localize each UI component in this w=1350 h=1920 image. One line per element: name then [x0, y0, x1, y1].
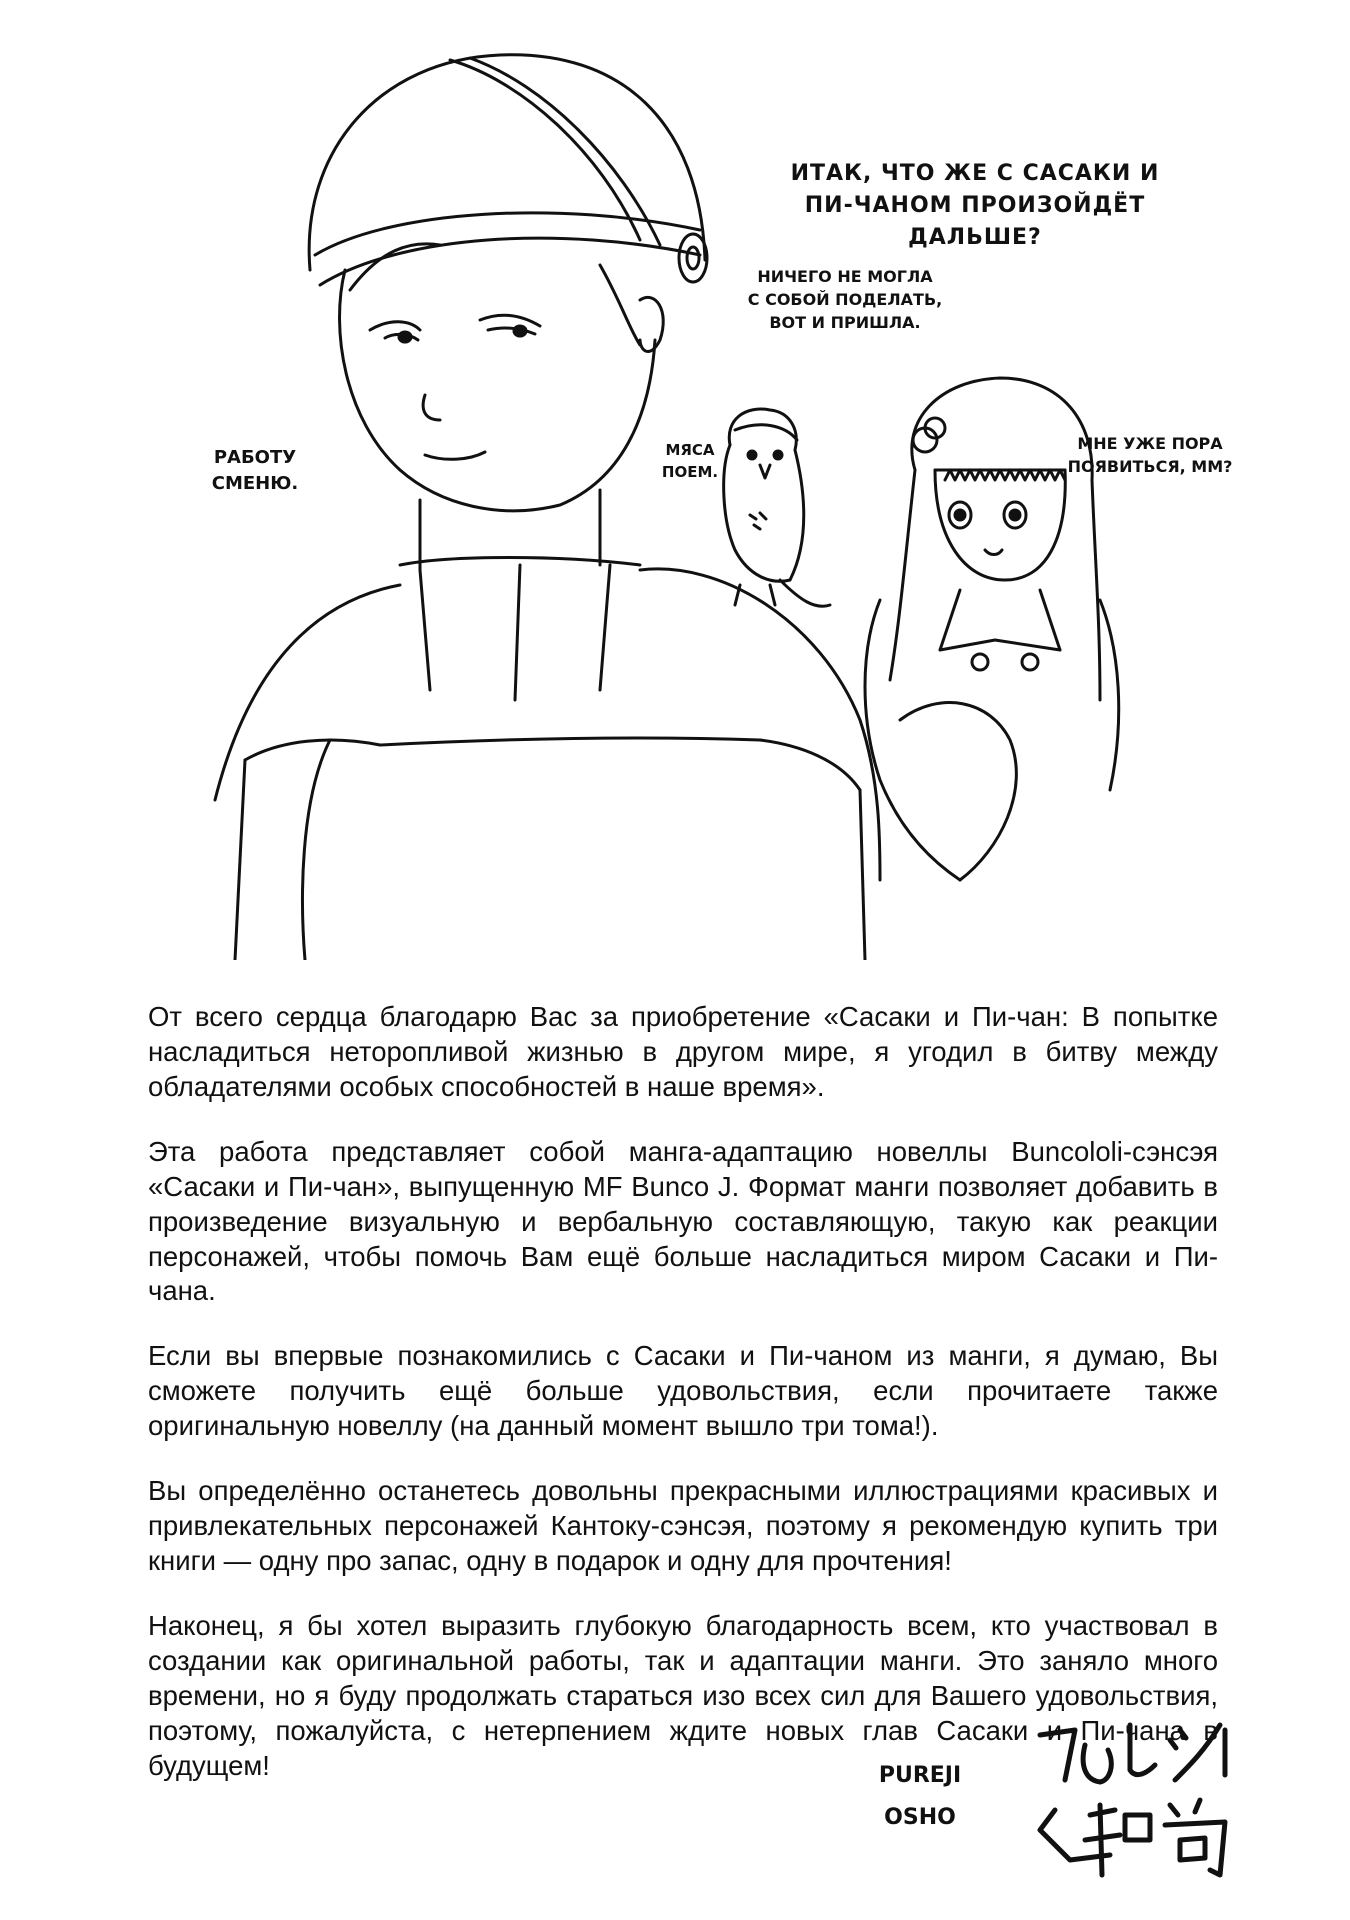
speech-eat-meat: МЯСА ПОЕМ. [661, 441, 719, 481]
paragraph: Если вы впервые познакомились с Сасаки и Пи-чаном из манги, я думаю, Вы сможете получить ещё больше удовольствия, если прочитаете также оригинальную новеллу (на данный момент вышло три тома!). [148, 1340, 1218, 1442]
author-name-line2: OSHO [884, 1804, 956, 1830]
paragraph: Эта работа представляет собой манга-адаптацию новеллы Buncololi-сэнсэя «Сасаки и Пи-чан», выпущенную MF Bunco J. Формат манги позволяет добавить в произведение визуальную и вербальную составляющую, такую как реакции персонажей, чтобы помочь Вам ещё больше насладиться миром Сасаки и Пи-чана. [148, 1135, 1218, 1307]
paragraph: От всего сердца благодарю Вас за приобретение «Сасаки и Пи-чан: В попытке насладиться неторопливой жизнью в другом мире, я угодил в битву между обладателями особых способностей в наше время». [148, 1001, 1218, 1102]
afterword-text [148, 1000, 1218, 1814]
speech-my-time: МНЕ УЖЕ ПОРА ПОЯВИТЬСЯ, ММ? [1067, 434, 1233, 477]
speech-couldnt-help: НИЧЕГО НЕ МОГЛА С СОБОЙ ПОДЕЛАТЬ, ВОТ И ПРИШЛА. [747, 267, 943, 333]
author-name-line1: PUREJI [878, 1763, 962, 1788]
handwritten-signature [1030, 1710, 1240, 1890]
paragraph: Вы определённо останетесь довольны прекрасными иллюстрациями красивых и привлекательных персонажей Кантоку-сэнсэя, поэтому я рекомендую купить три книги — одну про запас, одну в подарок и одну для прочтения! [148, 1475, 1218, 1576]
author-name [865, 1755, 975, 1839]
speech-change-job: РАБОТУ СМЕНЮ. [211, 447, 299, 495]
bird-figure [724, 409, 830, 606]
speech-main: ИТАК, ЧТО ЖЕ С САСАКИ И ПИ-ЧАНОМ ПРОИЗОЙДЁТ ДАЛЬШЕ? [790, 161, 1160, 250]
paragraph: Наконец, я бы хотел выразить глубокую благодарность всем, кто участвовал в создании как оригинальной работы, так и адаптации манги. Это заняло много времени, но я буду продолжать стараться изо всех сил для Вашего удовольствия, поэтому, пожалуйста, с нетерпением ждите новых глав Сасаки и Пи-чана в будущем! [148, 1609, 1218, 1781]
